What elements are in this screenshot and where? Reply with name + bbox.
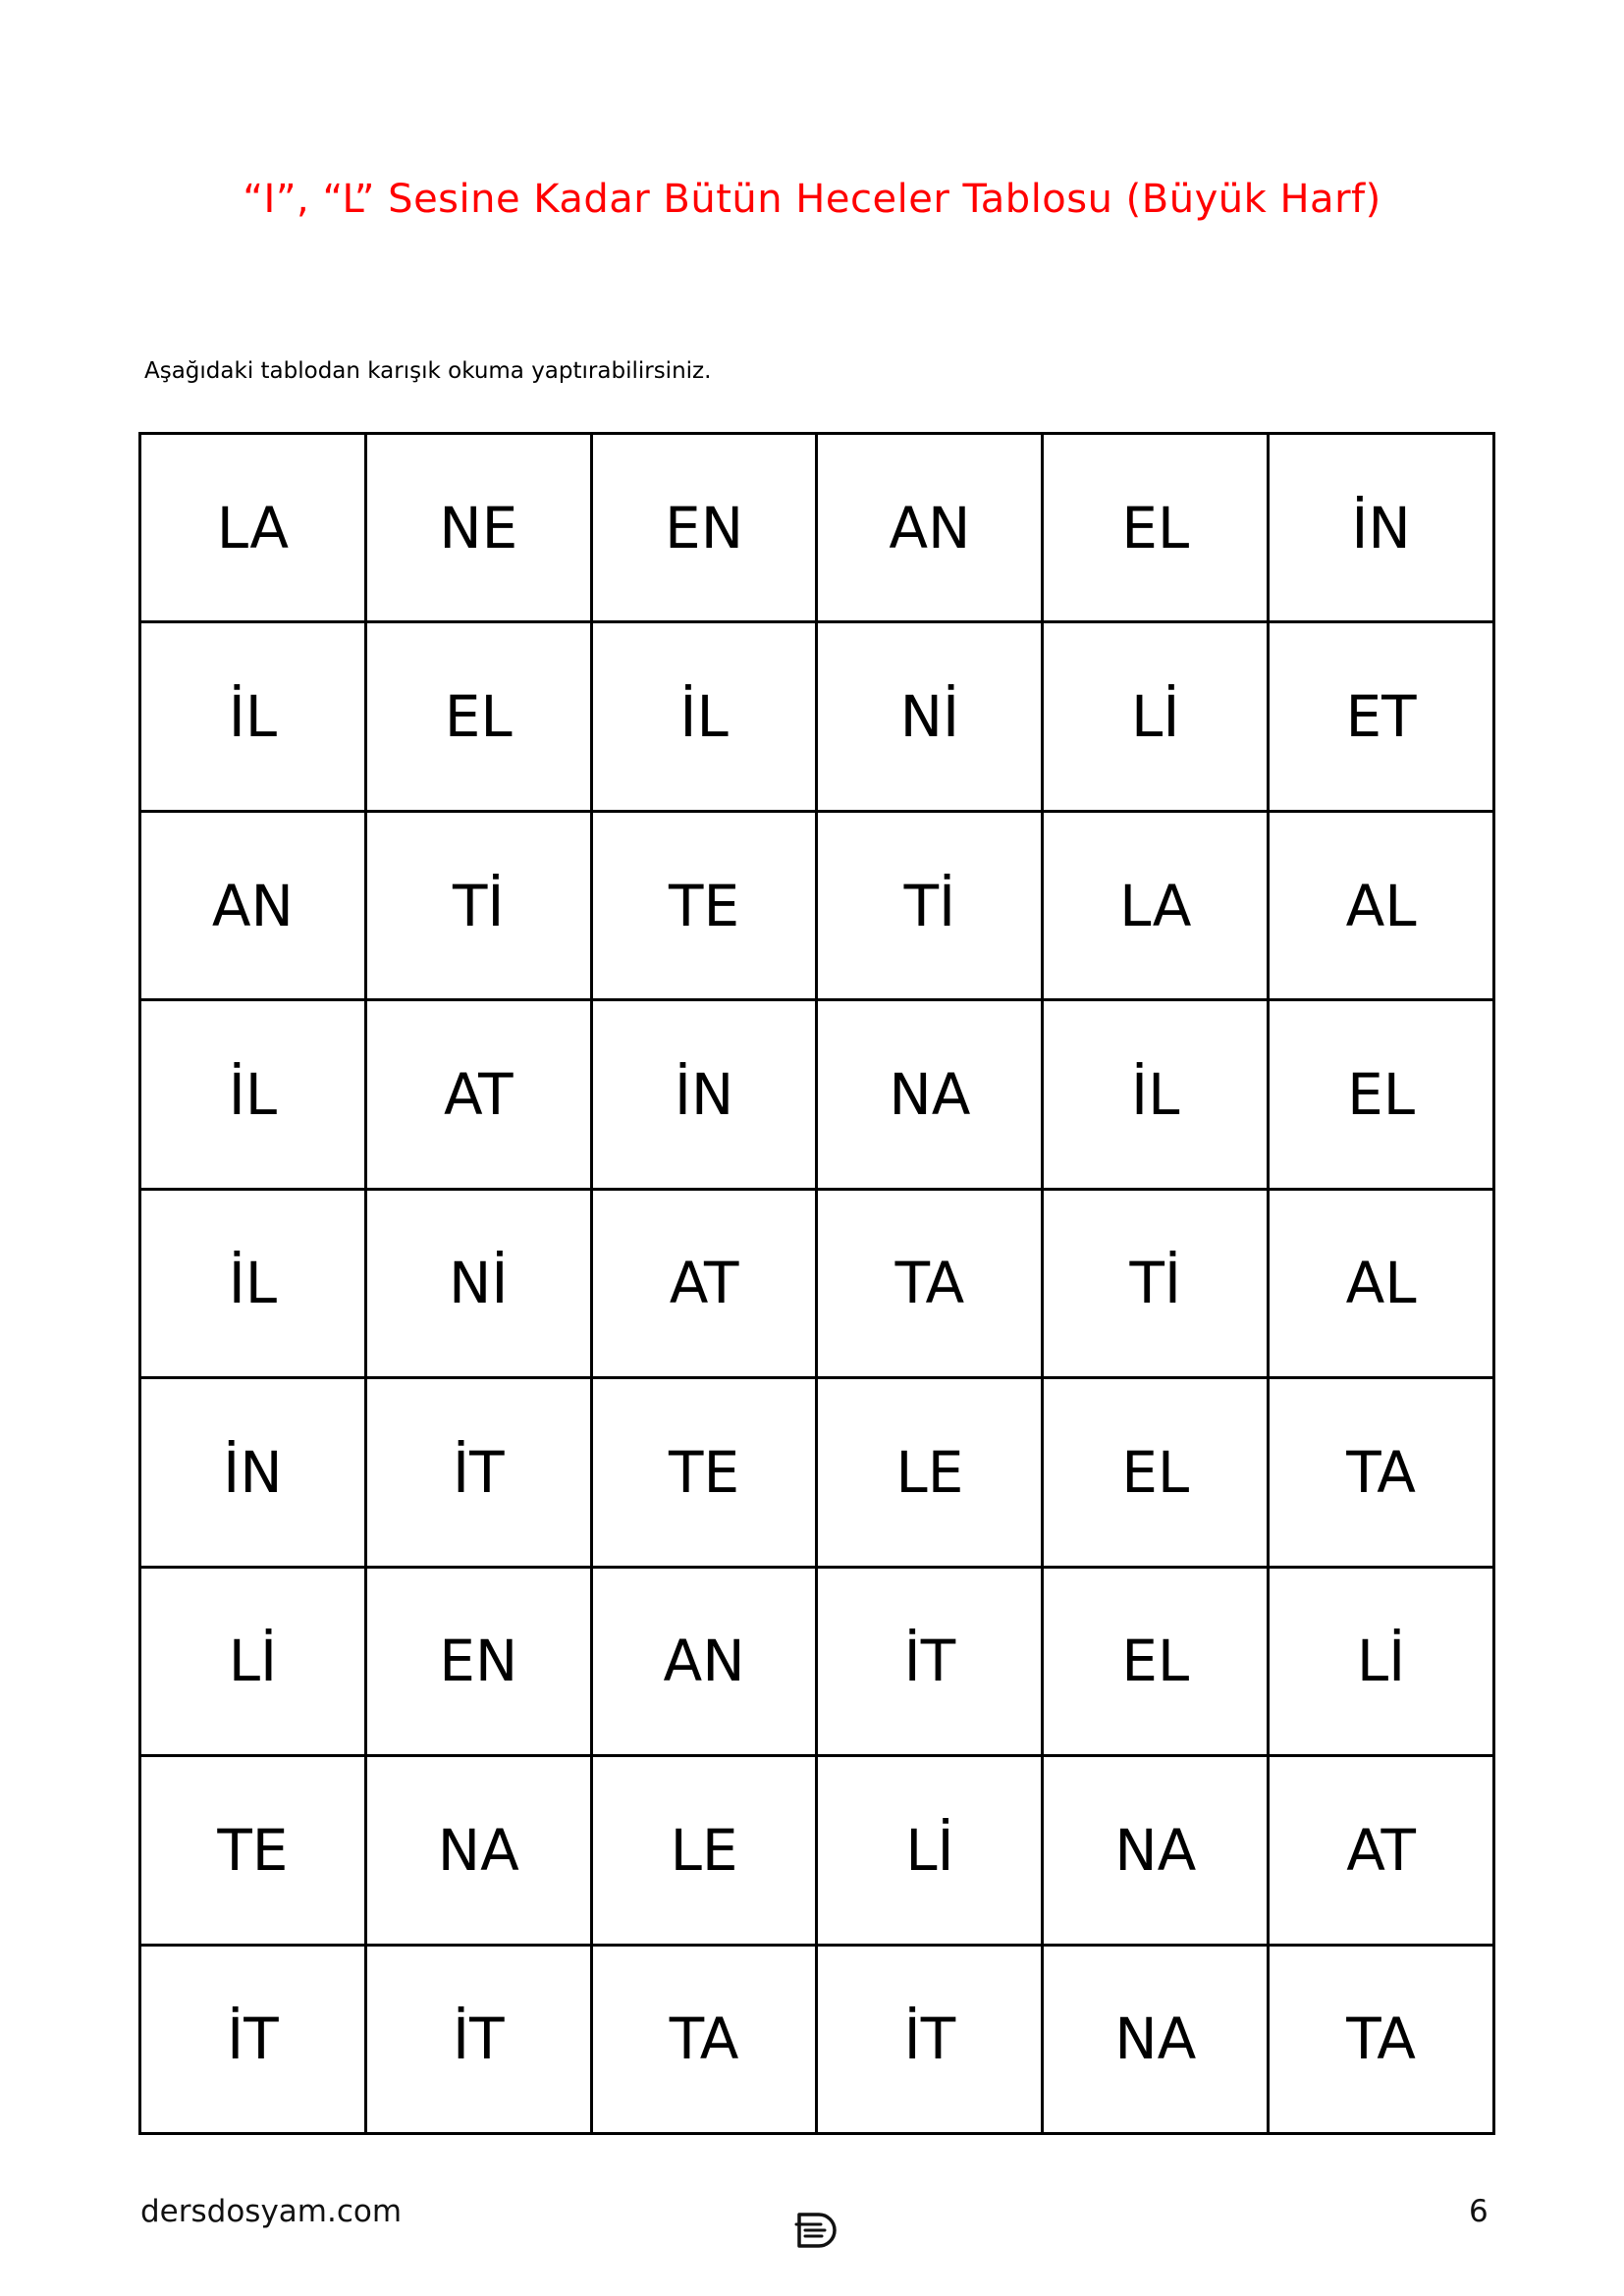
table-cell: Tİ	[817, 811, 1043, 999]
table-cell: TA	[591, 1945, 817, 2134]
table-cell: TE	[591, 1378, 817, 1567]
table-row	[140, 1945, 1494, 2134]
table-cell: İL	[1043, 1000, 1269, 1189]
table-cell: NA	[365, 1756, 591, 1945]
table-cell: Lİ	[140, 1567, 366, 1755]
table-row	[140, 434, 1494, 622]
page-title: “I”, “L” Sesine Kadar Bütün Heceler Tablosu (Büyük Harf)	[243, 177, 1381, 222]
table-cell: AT	[1269, 1756, 1494, 1945]
table-cell: AN	[591, 1567, 817, 1755]
table-cell: Nİ	[365, 1189, 591, 1377]
table-cell: TE	[140, 1756, 366, 1945]
table-cell: TA	[1269, 1378, 1494, 1567]
table-cell: İL	[140, 1000, 366, 1189]
table-cell: İT	[817, 1945, 1043, 2134]
table-cell: AL	[1269, 1189, 1494, 1377]
table-cell: Tİ	[365, 811, 591, 999]
table-cell: İN	[1269, 434, 1494, 622]
table-cell: AN	[140, 811, 366, 999]
table-cell: NA	[1043, 1945, 1269, 2134]
table-row	[140, 1567, 1494, 1755]
table-cell: İT	[365, 1378, 591, 1567]
table-cell: Lİ	[1043, 622, 1269, 811]
table-cell: LA	[1043, 811, 1269, 999]
table-row	[140, 1756, 1494, 1945]
table-cell: İN	[140, 1378, 366, 1567]
table-cell: İT	[365, 1945, 591, 2134]
table-cell: İT	[817, 1567, 1043, 1755]
table-cell: AN	[817, 434, 1043, 622]
table-cell: İT	[140, 1945, 366, 2134]
table-cell: AT	[365, 1000, 591, 1189]
table-cell: EN	[591, 434, 817, 622]
table-cell: Lİ	[817, 1756, 1043, 1945]
table-cell: LE	[817, 1378, 1043, 1567]
document-logo-icon	[793, 2211, 839, 2250]
table-cell: EL	[1043, 1567, 1269, 1755]
table-cell: TA	[817, 1189, 1043, 1377]
table-cell: EL	[1043, 1378, 1269, 1567]
table-cell: EL	[1043, 434, 1269, 622]
table-cell: İL	[591, 622, 817, 811]
table-cell: İN	[591, 1000, 817, 1189]
table-cell: EN	[365, 1567, 591, 1755]
page-number: 6	[1469, 2194, 1489, 2229]
syllable-table	[138, 432, 1495, 2135]
table-row	[140, 1189, 1494, 1377]
table-row	[140, 811, 1494, 999]
table-cell: ET	[1269, 622, 1494, 811]
table-cell: NA	[817, 1000, 1043, 1189]
table-cell: NA	[1043, 1756, 1269, 1945]
table-cell: TE	[591, 811, 817, 999]
table-cell: LE	[591, 1756, 817, 1945]
table-cell: AL	[1269, 811, 1494, 999]
table-row	[140, 1000, 1494, 1189]
table-cell: Lİ	[1269, 1567, 1494, 1755]
footer-site-name: dersdosyam.com	[140, 2194, 403, 2229]
table-cell: EL	[365, 622, 591, 811]
table-cell: LA	[140, 434, 366, 622]
instruction-text: Aşağıdaki tablodan karışık okuma yaptırabilirsiniz.	[144, 358, 712, 384]
table-cell: AT	[591, 1189, 817, 1377]
table-cell: Nİ	[817, 622, 1043, 811]
table-cell: İL	[140, 622, 366, 811]
table-cell: Tİ	[1043, 1189, 1269, 1377]
table-cell: NE	[365, 434, 591, 622]
table-row	[140, 1378, 1494, 1567]
table-cell: TA	[1269, 1945, 1494, 2134]
table-row	[140, 622, 1494, 811]
table-cell: EL	[1269, 1000, 1494, 1189]
table-cell: İL	[140, 1189, 366, 1377]
